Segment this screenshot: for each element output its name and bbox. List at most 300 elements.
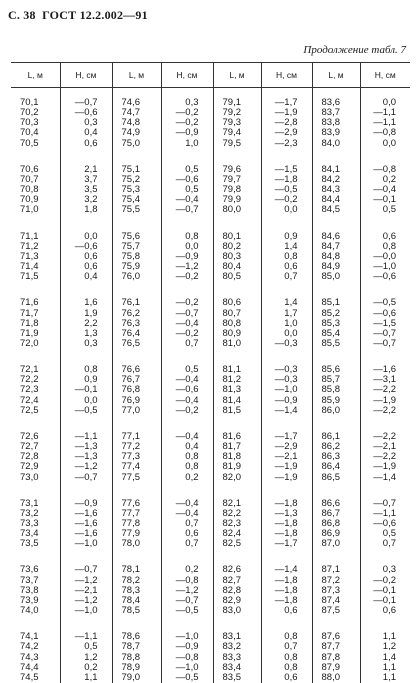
length-cell: 79,4 <box>213 128 261 138</box>
table-spacer-row <box>11 88 410 99</box>
height-cell: —0,6 <box>360 309 410 319</box>
height-cell: 1,7 <box>261 309 312 319</box>
group-gap-row <box>11 282 410 298</box>
height-cell: —0,3 <box>261 375 312 385</box>
table-row <box>11 406 410 416</box>
height-cell: —1,0 <box>261 385 312 395</box>
length-cell: 78,1 <box>112 565 161 575</box>
height-cell: —1,4 <box>360 473 410 483</box>
length-cell: 71,1 <box>11 232 60 242</box>
length-cell: 77,1 <box>112 432 161 442</box>
table-row <box>11 509 410 519</box>
height-cell: 0,0 <box>261 329 312 339</box>
table-row <box>11 165 410 175</box>
length-cell: 77,4 <box>112 462 161 472</box>
page-header <box>8 8 148 23</box>
length-cell: 74,1 <box>11 632 60 642</box>
height-cell: —1,2 <box>161 262 213 272</box>
spacer-cell <box>11 549 60 565</box>
height-cell: —1,7 <box>261 432 312 442</box>
length-cell: 81,2 <box>213 375 261 385</box>
height-cell: —2,1 <box>360 442 410 452</box>
spacer-cell <box>261 549 312 565</box>
length-cell: 83,8 <box>312 118 360 128</box>
length-cell: 83,9 <box>312 128 360 138</box>
column-header-h: Н, см <box>161 63 213 88</box>
length-cell: 81,4 <box>213 396 261 406</box>
spacer-cell <box>213 88 261 99</box>
length-cell: 72,0 <box>11 339 60 349</box>
standard-code: ГОСТ 12.2.002—91 <box>42 8 148 22</box>
height-cell: —0,7 <box>60 98 112 108</box>
length-cell: 71,7 <box>11 309 60 319</box>
height-cell: —0,4 <box>161 499 213 509</box>
height-cell: —0,7 <box>360 499 410 509</box>
length-cell: 76,0 <box>112 272 161 282</box>
length-cell: 79,5 <box>213 139 261 149</box>
height-cell: —1,1 <box>360 118 410 128</box>
height-cell: 0,5 <box>360 529 410 539</box>
length-cell: 78,6 <box>112 632 161 642</box>
length-cell: 85,6 <box>312 365 360 375</box>
height-cell: —1,1 <box>360 509 410 519</box>
height-cell: 0,2 <box>360 175 410 185</box>
length-cell: 73,8 <box>11 586 60 596</box>
group-gap-row <box>11 549 410 565</box>
height-cell: 0,9 <box>261 232 312 242</box>
length-cell: 84,1 <box>312 165 360 175</box>
height-cell: 0,8 <box>161 232 213 242</box>
height-cell: 0,2 <box>161 473 213 483</box>
height-cell: 1,4 <box>261 242 312 252</box>
spacer-cell <box>11 149 60 165</box>
column-header-l: L, м <box>112 63 161 88</box>
spacer-cell <box>360 483 410 499</box>
height-cell: —2,9 <box>261 128 312 138</box>
height-cell: —1,8 <box>261 499 312 509</box>
height-cell: —0,5 <box>261 185 312 195</box>
height-cell: 0,6 <box>261 673 312 683</box>
spacer-cell <box>161 483 213 499</box>
length-cell: 77,9 <box>112 529 161 539</box>
length-cell: 75,5 <box>112 205 161 215</box>
spacer-cell <box>60 88 112 99</box>
length-cell: 80,1 <box>213 232 261 242</box>
length-cell: 85,2 <box>312 309 360 319</box>
length-cell: 70,9 <box>11 195 60 205</box>
height-cell: —1,0 <box>360 262 410 272</box>
height-cell: 0,6 <box>60 252 112 262</box>
height-cell: 0,8 <box>261 632 312 642</box>
height-cell: —0,4 <box>360 185 410 195</box>
length-cell: 77,7 <box>112 509 161 519</box>
spacer-cell <box>11 282 60 298</box>
spacer-cell <box>60 416 112 432</box>
spacer-cell <box>161 149 213 165</box>
length-cell: 86,8 <box>312 519 360 529</box>
height-cell: 0,2 <box>161 565 213 575</box>
length-cell: 78,2 <box>112 576 161 586</box>
height-cell: —1,8 <box>261 175 312 185</box>
length-cell: 82,8 <box>213 586 261 596</box>
spacer-cell <box>312 149 360 165</box>
length-cell: 81,0 <box>213 339 261 349</box>
length-cell: 84,4 <box>312 195 360 205</box>
table-row <box>11 205 410 215</box>
length-cell: 70,4 <box>11 128 60 138</box>
height-cell: 0,5 <box>360 205 410 215</box>
length-cell: 71,2 <box>11 242 60 252</box>
height-cell: —1,7 <box>261 539 312 549</box>
table-row <box>11 365 410 375</box>
height-cell: —0,5 <box>360 298 410 308</box>
column-header-h: Н, см <box>261 63 312 88</box>
height-cell: —1,4 <box>261 406 312 416</box>
height-cell: 3,5 <box>60 185 112 195</box>
table-continuation-caption: Продолжение табл. 7 <box>303 44 406 56</box>
height-cell: —1,2 <box>161 586 213 596</box>
height-cell: —1,2 <box>60 596 112 606</box>
height-cell: 0,6 <box>161 529 213 539</box>
length-cell: 80,3 <box>213 252 261 262</box>
height-cell: —1,9 <box>360 396 410 406</box>
height-cell: 0,5 <box>161 365 213 375</box>
length-cell: 75,2 <box>112 175 161 185</box>
spacer-cell <box>360 216 410 232</box>
spacer-cell <box>312 483 360 499</box>
length-cell: 86,1 <box>312 432 360 442</box>
height-cell: —2,3 <box>261 139 312 149</box>
height-cell: —0,1 <box>60 385 112 395</box>
length-cell: 75,7 <box>112 242 161 252</box>
spacer-cell <box>213 349 261 365</box>
height-cell: 0,6 <box>360 232 410 242</box>
table-row <box>11 319 410 329</box>
spacer-cell <box>213 483 261 499</box>
height-cell: —1,9 <box>261 473 312 483</box>
table-row <box>11 329 410 339</box>
height-cell: —1,3 <box>261 509 312 519</box>
height-cell: —1,4 <box>261 565 312 575</box>
height-cell: —0,1 <box>360 586 410 596</box>
spacer-cell <box>112 282 161 298</box>
height-cell: 0,4 <box>161 442 213 452</box>
height-cell: 1,0 <box>261 319 312 329</box>
length-cell: 78,3 <box>112 586 161 596</box>
length-cell: 80,4 <box>213 262 261 272</box>
spacer-cell <box>161 416 213 432</box>
length-cell: 79,1 <box>213 98 261 108</box>
length-cell: 83,6 <box>312 98 360 108</box>
spacer-cell <box>161 349 213 365</box>
length-cell: 74,8 <box>112 118 161 128</box>
spacer-cell <box>11 216 60 232</box>
table-header-row <box>11 63 410 88</box>
length-cell: 80,9 <box>213 329 261 339</box>
length-cell: 73,5 <box>11 539 60 549</box>
length-cell: 87,2 <box>312 576 360 586</box>
length-cell: 75,8 <box>112 252 161 262</box>
spacer-cell <box>312 282 360 298</box>
length-cell: 80,8 <box>213 319 261 329</box>
height-cell: —0,7 <box>60 565 112 575</box>
spacer-cell <box>360 149 410 165</box>
table-row <box>11 309 410 319</box>
length-cell: 86,4 <box>312 462 360 472</box>
length-cell: 76,7 <box>112 375 161 385</box>
length-cell: 86,0 <box>312 406 360 416</box>
column-header-l: L, м <box>213 63 261 88</box>
spacer-cell <box>312 616 360 632</box>
table-row <box>11 98 410 108</box>
height-cell: —0,8 <box>360 165 410 175</box>
column-header-h: Н, см <box>360 63 410 88</box>
length-cell: 73,9 <box>11 596 60 606</box>
length-cell: 74,0 <box>11 606 60 616</box>
height-cell: 1,1 <box>60 673 112 683</box>
length-cell: 80,5 <box>213 272 261 282</box>
table-row <box>11 596 410 606</box>
length-cell: 70,6 <box>11 165 60 175</box>
table-row <box>11 242 410 252</box>
height-cell: 0,7 <box>360 539 410 549</box>
table-row <box>11 586 410 596</box>
length-cell: 73,3 <box>11 519 60 529</box>
height-cell: 0,0 <box>360 139 410 149</box>
height-cell: —1,6 <box>60 529 112 539</box>
height-cell: —1,3 <box>60 442 112 452</box>
length-cell: 80,0 <box>213 205 261 215</box>
length-cell: 82,4 <box>213 529 261 539</box>
height-cell: —0,2 <box>161 272 213 282</box>
spacer-cell <box>312 549 360 565</box>
spacer-cell <box>161 616 213 632</box>
length-cell: 74,4 <box>11 663 60 673</box>
length-cell: 76,8 <box>112 385 161 395</box>
length-cell: 71,9 <box>11 329 60 339</box>
height-cell: —0,2 <box>360 576 410 586</box>
height-cell: —2,1 <box>261 452 312 462</box>
length-cell: 84,3 <box>312 185 360 195</box>
spacer-cell <box>60 216 112 232</box>
length-cell: 72,7 <box>11 442 60 452</box>
height-cell: —0,6 <box>60 108 112 118</box>
height-cell: 1,1 <box>360 673 410 683</box>
length-cell: 81,8 <box>213 452 261 462</box>
table-row <box>11 462 410 472</box>
height-cell: —0,1 <box>360 596 410 606</box>
height-cell: 0,0 <box>60 232 112 242</box>
height-cell: 1,1 <box>360 632 410 642</box>
length-cell: 84,2 <box>312 175 360 185</box>
table-row <box>11 452 410 462</box>
height-cell: —0,9 <box>261 396 312 406</box>
spacer-cell <box>112 216 161 232</box>
length-cell: 76,1 <box>112 298 161 308</box>
length-cell: 83,2 <box>213 642 261 652</box>
spacer-cell <box>261 483 312 499</box>
height-cell: —0,4 <box>161 375 213 385</box>
length-cell: 86,5 <box>312 473 360 483</box>
height-cell: —0,2 <box>161 406 213 416</box>
length-cell: 74,9 <box>112 128 161 138</box>
spacer-cell <box>60 349 112 365</box>
height-cell: —0,4 <box>161 319 213 329</box>
length-cell: 87,4 <box>312 596 360 606</box>
spacer-cell <box>213 216 261 232</box>
height-cell: 0,4 <box>60 272 112 282</box>
height-cell: 0,3 <box>60 339 112 349</box>
length-cell: 79,7 <box>213 175 261 185</box>
spacer-cell <box>112 349 161 365</box>
height-cell: —0,5 <box>60 406 112 416</box>
table-row <box>11 175 410 185</box>
length-cell: 82,6 <box>213 565 261 575</box>
length-cell: 76,9 <box>112 396 161 406</box>
table-row <box>11 673 410 683</box>
length-cell: 78,4 <box>112 596 161 606</box>
length-cell: 77,2 <box>112 442 161 452</box>
spacer-cell <box>112 88 161 99</box>
length-cell: 74,3 <box>11 653 60 663</box>
height-cell: 0,5 <box>161 165 213 175</box>
height-cell: 0,7 <box>161 539 213 549</box>
length-cell: 71,8 <box>11 319 60 329</box>
height-cell: —1,6 <box>60 519 112 529</box>
length-cell: 77,3 <box>112 452 161 462</box>
length-cell: 72,3 <box>11 385 60 395</box>
height-cell: —0,7 <box>161 596 213 606</box>
height-cell: —0,0 <box>360 252 410 262</box>
height-cell: —1,1 <box>60 432 112 442</box>
height-cell: 0,0 <box>60 396 112 406</box>
length-cell: 82,2 <box>213 509 261 519</box>
height-cell: —3,1 <box>360 375 410 385</box>
length-cell: 82,7 <box>213 576 261 586</box>
height-cell: 1,2 <box>60 653 112 663</box>
length-cell: 74,2 <box>11 642 60 652</box>
spacer-cell <box>261 416 312 432</box>
height-cell: 1,8 <box>60 205 112 215</box>
length-cell: 76,4 <box>112 329 161 339</box>
spacer-cell <box>60 483 112 499</box>
length-cell: 75,1 <box>112 165 161 175</box>
length-cell: 77,6 <box>112 499 161 509</box>
length-cell: 84,9 <box>312 262 360 272</box>
length-cell: 77,0 <box>112 406 161 416</box>
table-row <box>11 339 410 349</box>
table-row <box>11 632 410 642</box>
height-cell: 2,1 <box>60 165 112 175</box>
height-cell: —0,4 <box>161 195 213 205</box>
height-cell: —1,8 <box>261 576 312 586</box>
length-cell: 81,5 <box>213 406 261 416</box>
spacer-cell <box>11 349 60 365</box>
length-cell: 81,9 <box>213 462 261 472</box>
length-cell: 70,1 <box>11 98 60 108</box>
spacer-cell <box>360 88 410 99</box>
height-cell: —0,4 <box>161 396 213 406</box>
length-cell: 85,1 <box>312 298 360 308</box>
table-row <box>11 442 410 452</box>
height-cell: —0,2 <box>161 118 213 128</box>
spacer-cell <box>11 483 60 499</box>
length-cell: 75,9 <box>112 262 161 272</box>
height-cell: 0,7 <box>261 272 312 282</box>
height-cell: —0,8 <box>161 576 213 586</box>
height-cell: —2,9 <box>261 442 312 452</box>
height-cell: 0,6 <box>60 139 112 149</box>
spacer-cell <box>360 416 410 432</box>
table-row <box>11 262 410 272</box>
height-cell: —1,9 <box>261 462 312 472</box>
table-row <box>11 118 410 128</box>
length-cell: 85,5 <box>312 339 360 349</box>
height-cell: —0,6 <box>360 519 410 529</box>
length-cell: 78,8 <box>112 653 161 663</box>
table-row <box>11 473 410 483</box>
height-cell: —0,9 <box>60 499 112 509</box>
table-row <box>11 396 410 406</box>
spacer-cell <box>60 149 112 165</box>
table-row <box>11 432 410 442</box>
length-cell: 83,4 <box>213 663 261 673</box>
spacer-cell <box>312 216 360 232</box>
length-cell: 80,6 <box>213 298 261 308</box>
spacer-cell <box>261 349 312 365</box>
length-cell: 71,0 <box>11 205 60 215</box>
height-cell: —0,7 <box>60 473 112 483</box>
group-gap-row <box>11 216 410 232</box>
table-row <box>11 108 410 118</box>
height-cell: —0,9 <box>161 252 213 262</box>
length-cell: 72,9 <box>11 462 60 472</box>
length-cell: 84,6 <box>312 232 360 242</box>
length-cell: 86,2 <box>312 442 360 452</box>
spacer-cell <box>261 149 312 165</box>
length-cell: 75,3 <box>112 185 161 195</box>
spacer-cell <box>60 282 112 298</box>
spacer-cell <box>261 88 312 99</box>
table-row <box>11 195 410 205</box>
height-cell: 0,0 <box>261 205 312 215</box>
length-cell: 87,5 <box>312 606 360 616</box>
length-cell: 87,7 <box>312 642 360 652</box>
height-cell: 0,5 <box>60 642 112 652</box>
table-row <box>11 663 410 673</box>
height-cell: —1,8 <box>261 596 312 606</box>
table-row <box>11 139 410 149</box>
length-cell: 73,0 <box>11 473 60 483</box>
height-cell: —0,7 <box>161 309 213 319</box>
spacer-cell <box>161 549 213 565</box>
length-cell: 86,9 <box>312 529 360 539</box>
height-cell: 0,8 <box>161 452 213 462</box>
height-cell: 0,3 <box>60 118 112 128</box>
height-cell: —1,9 <box>261 108 312 118</box>
height-cell: —0,6 <box>161 385 213 395</box>
height-cell: —1,0 <box>161 632 213 642</box>
length-cell: 73,6 <box>11 565 60 575</box>
length-cell: 87,0 <box>312 539 360 549</box>
table-row <box>11 653 410 663</box>
length-cell: 80,7 <box>213 309 261 319</box>
height-cell: —0,2 <box>161 298 213 308</box>
spacer-cell <box>112 549 161 565</box>
height-cell: 0,6 <box>60 262 112 272</box>
length-cell: 87,6 <box>312 632 360 642</box>
height-cell: 0,2 <box>60 663 112 673</box>
